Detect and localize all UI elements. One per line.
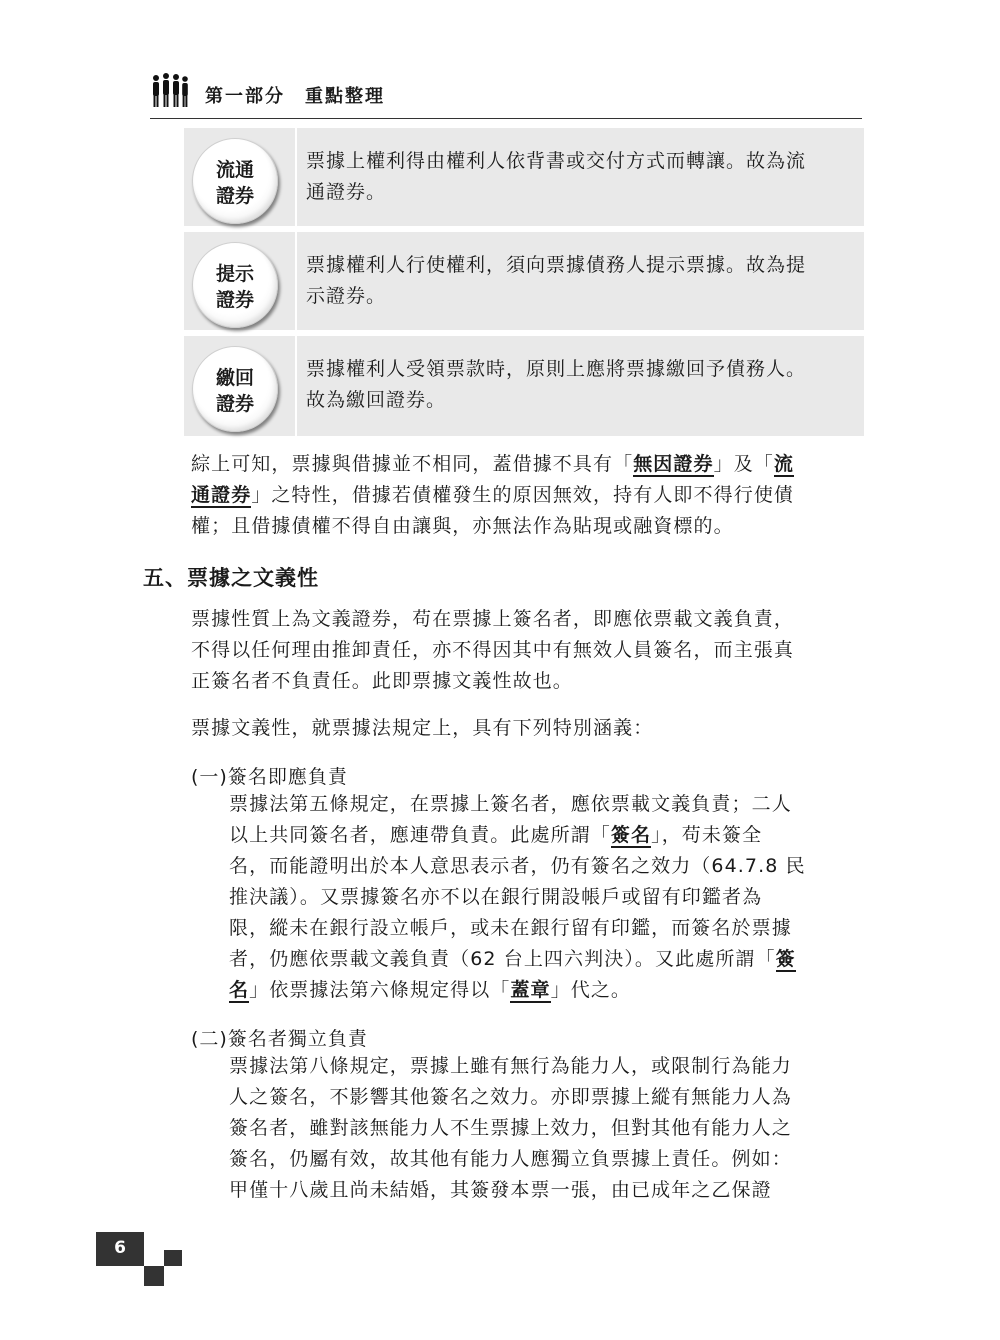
text-line: 票據權利人行使權利，須向票據債務人提示票據。故為提	[306, 254, 807, 276]
text-line: 示證券。	[306, 285, 387, 307]
emphasis-term: 蓋章	[510, 979, 551, 1001]
page-number: 6	[114, 1238, 126, 1258]
text-line: 推決議）。又票據簽名亦不以在銀行開設帳戶或留有印鑑者為	[229, 886, 763, 908]
text-run: 者，仍應依票載文義負責（62 台上四六判決）。又此處所謂「	[229, 948, 776, 970]
text-line: 簽名，仍屬有效，故其他有能力人應獨立負票據上責任。例如：	[229, 1148, 792, 1170]
term-line2: 證券	[215, 289, 254, 311]
emphasis-term: 流	[773, 453, 795, 475]
text-line: 票據法第五條規定，在票據上簽名者，應依票載文義負責；二人	[229, 793, 792, 815]
text-run: 」依票據法第六條規定得以「	[249, 979, 511, 1001]
text-line: 人之簽名，不影響其他簽名之效力。亦即票據上縱有無能力人為	[229, 1086, 792, 1108]
emphasis-term: 簽名	[610, 824, 652, 846]
emphasis-term: 無因證券	[633, 453, 714, 475]
box-divider	[295, 232, 297, 330]
definition-text	[306, 354, 862, 416]
definition-boxes	[184, 128, 864, 442]
header-topic: 重點整理	[305, 86, 385, 107]
emphasis-term: 簽	[775, 948, 796, 970]
text-line	[229, 820, 806, 851]
text-line: 票據法第八條規定，票據上雖有無行為能力人，或限制行為能力	[229, 1055, 792, 1077]
people-silhouette-logo	[150, 70, 190, 110]
header-title	[205, 82, 405, 108]
text-line	[191, 480, 794, 511]
term-circle	[192, 242, 278, 328]
text-line: 簽名者，雖對該無能力人不生票據上效力，但對其他有能力人之	[229, 1117, 792, 1139]
box-divider	[295, 336, 297, 436]
text-line: 甲僅十八歲且尚未結婚，其簽發本票一張，由已成年之乙保證	[229, 1179, 772, 1201]
item1-heading: (一)簽名即應負責	[191, 766, 348, 788]
term-line2: 證券	[215, 393, 254, 415]
section-paragraph-2: 票據文義性，就票據法規定上，具有下列特別涵義：	[191, 717, 654, 739]
text-run: 以上共同簽名者，應連帶負責。此處所謂「	[229, 824, 611, 846]
text-line	[191, 449, 794, 480]
emphasis-term: 名	[229, 979, 250, 1001]
text-line	[229, 944, 806, 975]
decorative-square	[164, 1250, 182, 1266]
page-number-box	[96, 1232, 144, 1266]
term-line2: 證券	[215, 185, 254, 207]
term-line1: 流通	[215, 159, 254, 181]
text-run: 」代之。	[550, 979, 632, 1001]
term-line1: 提示	[215, 263, 254, 285]
section-heading: 五、票據之文義性	[143, 566, 319, 590]
text-line: 通證券。	[306, 181, 387, 203]
text-line: 名，而能證明出於本人意思表示者，仍有簽名之效力（64.7.8 民	[229, 855, 806, 877]
definition-box-return	[184, 336, 864, 436]
item2-body	[229, 1051, 792, 1206]
text-line: 正簽名者不負責任。此即票據文義性故也。	[191, 670, 573, 692]
text-line: 票據權利人受領票款時，原則上應將票據繳回予債務人。	[306, 358, 807, 380]
text-line: 權；且借據債權不得自由讓與，亦無法作為貼現或融資標的。	[191, 515, 734, 537]
definition-box-negotiable	[184, 128, 864, 226]
header-section: 第一部分	[205, 86, 285, 107]
page-header	[150, 68, 862, 119]
term-circle	[192, 138, 278, 224]
term-circle	[192, 346, 278, 432]
text-run: 」，苟未簽全	[651, 824, 763, 846]
definition-box-presentment	[184, 232, 864, 330]
text-line: 限，縱未在銀行設立帳戶，或未在銀行留有印鑑，而簽名於票據	[229, 917, 792, 939]
decorative-square	[144, 1266, 164, 1286]
text-line: 不得以任何理由推卸責任，亦不得因其中有無效人員簽名，而主張真	[191, 639, 795, 661]
item1-body	[229, 789, 806, 1006]
text-line: 票據性質上為文義證券，苟在票據上簽名者，即應依票載文義負責，	[191, 608, 795, 630]
text-run: 綜上可知，票據與借據並不相同，蓋借據不具有「	[191, 453, 634, 475]
definition-text	[306, 250, 862, 312]
section-paragraph-1	[191, 604, 794, 697]
text-run: 」之特性，借據若債權發生的原因無效，持有人即不得行使債	[251, 484, 795, 506]
definition-text	[306, 146, 862, 208]
emphasis-term: 通證券	[191, 484, 252, 506]
summary-paragraph	[191, 449, 794, 542]
text-line	[229, 975, 806, 1006]
box-divider	[295, 128, 297, 226]
item2-heading: (二)簽名者獨立負責	[191, 1028, 368, 1050]
text-line: 票據上權利得由權利人依背書或交付方式而轉讓。故為流	[306, 150, 807, 172]
text-line: 故為繳回證券。	[306, 389, 447, 411]
text-run: 」及「	[713, 453, 774, 475]
term-line1: 繳回	[215, 367, 254, 389]
